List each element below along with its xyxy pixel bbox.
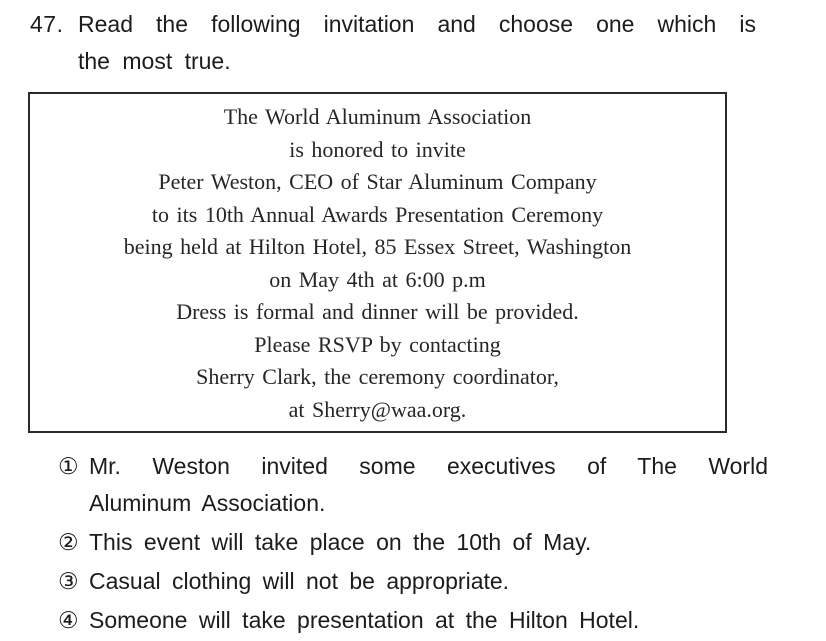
option-4-marker: ④	[58, 607, 79, 633]
question-text-line1: Read the following invitation and choose one which is	[78, 11, 756, 37]
invitation-line-honored: is honored to invite	[289, 136, 466, 162]
invitation-line-guest: Peter Weston, CEO of Star Aluminum Company	[158, 169, 597, 194]
question-text	[78, 6, 756, 80]
invitation-line-dress: Dress is formal and dinner will be provided.	[176, 299, 579, 324]
invitation-line-coordinator: Sherry Clark, the ceremony coordinator,	[196, 364, 559, 389]
option-1-line2: Aluminum Association.	[89, 490, 326, 516]
option-1-text	[89, 448, 768, 522]
invitation-line-email: at Sherry@waa.org.	[288, 396, 467, 422]
option-1[interactable]	[58, 448, 768, 522]
question-number: 47.	[30, 11, 64, 37]
option-1-marker: ①	[58, 453, 79, 479]
option-3[interactable]	[58, 563, 768, 600]
invitation-line-datetime: on May 4th at 6:00 p.m	[269, 266, 486, 292]
invitation-line-host: The World Aluminum Association	[223, 104, 532, 129]
answer-options	[58, 448, 768, 641]
option-4[interactable]	[58, 602, 768, 639]
invitation-line-rsvp: Please RSVP by contacting	[254, 331, 501, 357]
option-2-text: This event will take place on the 10th of May.	[89, 529, 592, 555]
invitation-box	[28, 92, 727, 433]
invitation-line-venue: being held at Hilton Hotel, 85 Essex Street, Washington	[123, 234, 632, 259]
question-47	[30, 6, 756, 80]
option-2-marker: ②	[58, 529, 79, 555]
option-2[interactable]	[58, 524, 768, 561]
invitation-text	[30, 94, 725, 426]
option-1-line1: Mr. Weston invited some executives of The World	[89, 453, 768, 479]
question-text-line2: the most true.	[78, 48, 231, 74]
option-4-text: Someone will take presentation at the Hilton Hotel.	[89, 607, 640, 633]
invitation-line-event: to its 10th Annual Awards Presentation Ceremony	[151, 201, 604, 227]
option-3-marker: ③	[58, 568, 79, 594]
option-3-text: Casual clothing will not be appropriate.	[89, 568, 510, 594]
